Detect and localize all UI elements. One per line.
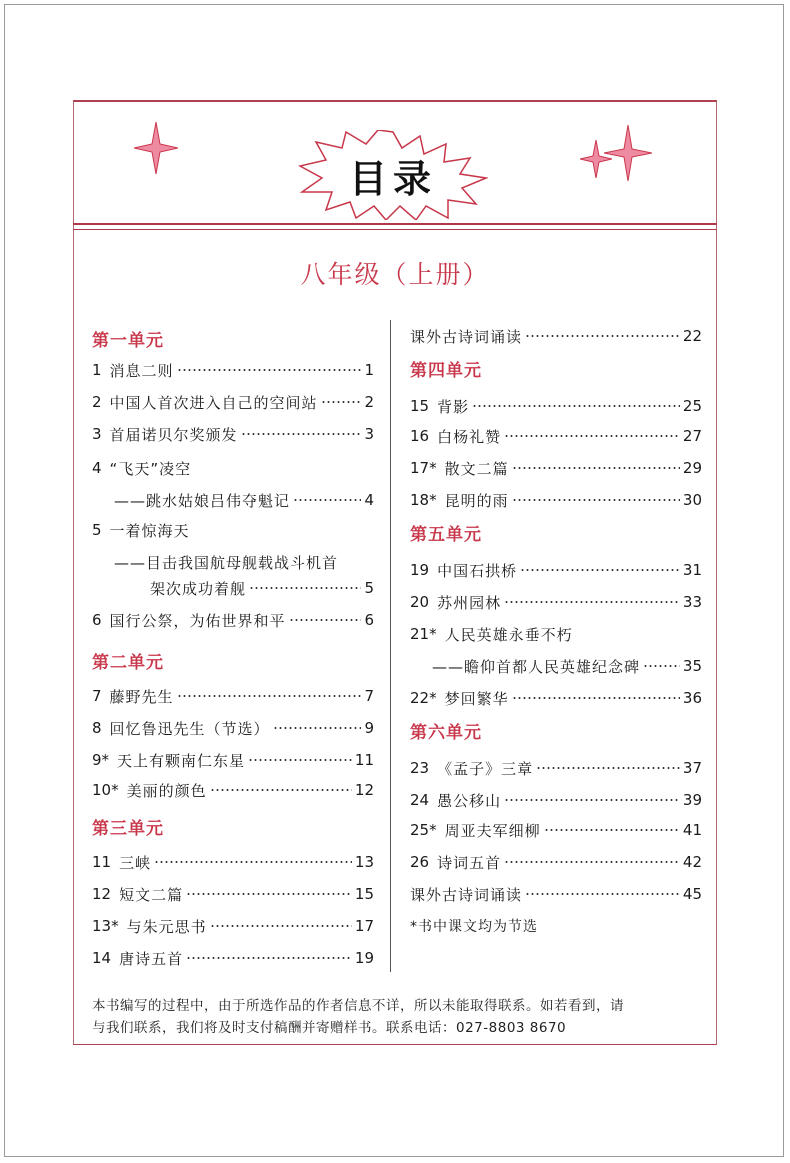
lesson-number: 22* [410, 689, 437, 707]
page-number: 2 [364, 393, 374, 411]
lesson-number: 20 [410, 593, 430, 611]
column-divider [390, 320, 391, 972]
leader-dots [154, 861, 352, 863]
toc-entry [92, 422, 374, 446]
page-number: 17 [354, 917, 374, 935]
header-rule-thin [73, 229, 717, 230]
toc-subtitle [92, 550, 374, 574]
toc-entry [410, 756, 702, 780]
leader-dots [512, 697, 680, 699]
leader-dots [536, 767, 680, 769]
unit-heading [410, 356, 702, 380]
lesson-number: 3 [92, 425, 102, 443]
lesson-title: 人民英雄永垂不朽 [444, 625, 573, 644]
star-icon-right-large [604, 125, 652, 181]
toc-entry [92, 850, 374, 874]
toc-entry [92, 608, 374, 632]
leader-dots [177, 369, 362, 371]
leader-dots [186, 893, 352, 895]
toc-entry [92, 456, 374, 480]
unit-heading [92, 326, 374, 350]
toc-entry [92, 882, 374, 906]
notice-line-1: 本书编写的过程中，由于所选作品的作者信息不详，所以未能取得联系。如若看到，请 [92, 998, 624, 1014]
unit-heading [410, 520, 702, 544]
lesson-title: 与朱元思书 [126, 917, 207, 936]
page-number: 45 [682, 885, 702, 903]
toc-entry [410, 788, 702, 812]
page-number: 4 [364, 491, 374, 509]
lesson-title: 散文二篇 [444, 459, 509, 478]
page-number: 33 [682, 593, 702, 611]
page-number: 9 [364, 719, 374, 737]
page-number: 30 [682, 491, 702, 509]
unit-title: 第五单元 [410, 524, 482, 545]
lesson-title: 中国人首次进入自己的空间站 [109, 393, 318, 412]
lesson-title: 国行公祭，为佑世界和平 [109, 611, 286, 630]
lesson-number: 1 [92, 361, 102, 379]
leader-dots [177, 695, 362, 697]
lesson-title: 短文二篇 [119, 885, 184, 904]
lesson-number: 14 [92, 949, 112, 967]
leader-dots [293, 499, 361, 501]
lesson-number: 16 [410, 427, 430, 445]
page-number: 11 [354, 751, 374, 769]
page-number: 27 [682, 427, 702, 445]
leader-dots [525, 893, 680, 895]
lesson-number: 5 [92, 521, 102, 539]
lesson-title: ——跳水姑娘吕伟夺魁记 [114, 491, 291, 510]
lesson-title: 唐诗五首 [119, 949, 184, 968]
toc-entry [410, 590, 702, 614]
lesson-title: 昆明的雨 [444, 491, 509, 510]
lesson-title: ——瞻仰首都人民英雄纪念碑 [432, 657, 641, 676]
lesson-title: 苏州园林 [437, 593, 502, 612]
unit-title: 第四单元 [410, 360, 482, 381]
page-number: 31 [682, 561, 702, 579]
leader-dots [210, 789, 352, 791]
leader-dots [544, 829, 680, 831]
lesson-title: 愚公移山 [437, 791, 502, 810]
page-number: 41 [682, 821, 702, 839]
leader-dots [289, 619, 362, 621]
leader-dots [504, 861, 680, 863]
lesson-number: 9* [92, 751, 110, 769]
lesson-number: 25* [410, 821, 437, 839]
toc-entry [92, 390, 374, 414]
grade-heading: 八年级（上册） [300, 260, 490, 289]
page-number: 6 [364, 611, 374, 629]
lesson-number: 10* [92, 781, 119, 799]
lesson-number: 2 [92, 393, 102, 411]
page-number: 35 [682, 657, 702, 675]
lesson-title: 藤野先生 [109, 687, 174, 706]
page-number: 7 [364, 687, 374, 705]
toc-note [410, 914, 702, 938]
page-title: 目录 [348, 157, 437, 201]
page-number: 29 [682, 459, 702, 477]
toc-entry [410, 622, 702, 646]
page-number: 5 [364, 579, 374, 597]
lesson-number: 11 [92, 853, 112, 871]
lesson-number: 15 [410, 397, 430, 415]
lesson-title: 诗词五首 [437, 853, 502, 872]
lesson-number: 24 [410, 791, 430, 809]
lesson-title: 架次成功着舰 [150, 579, 247, 598]
page-number: 15 [354, 885, 374, 903]
toc-entry [92, 946, 374, 970]
lesson-title: 周亚夫军细柳 [444, 821, 541, 840]
leader-dots [643, 665, 680, 667]
lesson-title: 天上有颗南仁东星 [117, 751, 246, 770]
page-number: 13 [354, 853, 374, 871]
lesson-title: 三峡 [119, 853, 152, 872]
toc-entry [92, 914, 374, 938]
leader-dots [186, 957, 352, 959]
toc-entry [92, 748, 374, 772]
toc-entry [410, 850, 702, 874]
lesson-number: 18* [410, 491, 437, 509]
page-number: 3 [364, 425, 374, 443]
leader-dots [525, 335, 680, 337]
toc-subtitle [410, 654, 702, 678]
page-number: 42 [682, 853, 702, 871]
lesson-title: “飞天”凌空 [109, 459, 192, 478]
lesson-title: 白杨礼赞 [437, 427, 502, 446]
page-number: 1 [364, 361, 374, 379]
lesson-title: 消息二则 [109, 361, 174, 380]
lesson-number: 12 [92, 885, 112, 903]
notice-line-2: 与我们联系，我们将及时支付稿酬并寄赠样书。联系电话：027-8803 8670 [92, 1020, 567, 1036]
lesson-title: 梦回繁华 [444, 689, 509, 708]
lesson-title: 课外古诗词诵读 [410, 885, 523, 904]
lesson-title: 背影 [437, 397, 470, 416]
lesson-title: 美丽的颜色 [126, 781, 207, 800]
toc-entry [410, 394, 702, 418]
copyright-notice [92, 995, 702, 1039]
lesson-number: 8 [92, 719, 102, 737]
leader-dots [321, 401, 362, 403]
page-number: 19 [354, 949, 374, 967]
lesson-title: ——目击我国航母舰载战斗机首 [114, 553, 339, 572]
toc-entry [410, 686, 702, 710]
note-text: *书中课文均为节选 [410, 919, 538, 935]
page-number: 22 [682, 327, 702, 345]
unit-title: 第二单元 [92, 652, 164, 673]
unit-title: 第一单元 [92, 330, 164, 351]
page-number: 36 [682, 689, 702, 707]
toc-entry [410, 488, 702, 512]
lesson-number: 17* [410, 459, 437, 477]
leader-dots [504, 799, 680, 801]
leader-dots [504, 601, 680, 603]
lesson-number: 7 [92, 687, 102, 705]
toc-entry [92, 518, 374, 542]
lesson-number: 19 [410, 561, 430, 579]
lesson-number: 26 [410, 853, 430, 871]
unit-title: 第三单元 [92, 818, 164, 839]
toc-entry [92, 684, 374, 708]
page-number: 25 [682, 397, 702, 415]
lesson-title: 回忆鲁迅先生（节选） [109, 719, 270, 738]
page-number: 12 [354, 781, 374, 799]
lesson-title: 首届诺贝尔奖颁发 [109, 425, 238, 444]
lesson-title: 《孟子》三章 [437, 759, 534, 778]
lesson-number: 13* [92, 917, 119, 935]
unit-title: 第六单元 [410, 722, 482, 743]
leader-dots [520, 569, 680, 571]
star-icon-left [134, 122, 178, 174]
toc-entry [92, 716, 374, 740]
toc-entry [410, 324, 702, 348]
page-number: 37 [682, 759, 702, 777]
page-number: 39 [682, 791, 702, 809]
leader-dots [512, 467, 680, 469]
lesson-number: 21* [410, 625, 437, 643]
leader-dots [249, 587, 361, 589]
lesson-number: 4 [92, 459, 102, 477]
leader-dots [241, 433, 362, 435]
toc-entry [410, 456, 702, 480]
lesson-number: 23 [410, 759, 430, 777]
toc-entry [410, 424, 702, 448]
toc-entry [410, 882, 702, 906]
toc-subtitle [92, 576, 374, 600]
lesson-title: 中国石拱桥 [437, 561, 518, 580]
toc-entry [92, 778, 374, 802]
unit-heading [92, 814, 374, 838]
unit-heading [92, 648, 374, 672]
lesson-title: 课外古诗词诵读 [410, 327, 523, 346]
toc-entry [410, 818, 702, 842]
lesson-title: 一着惊海天 [109, 521, 190, 540]
leader-dots [512, 499, 680, 501]
toc-subtitle [92, 488, 374, 512]
leader-dots [472, 405, 680, 407]
header-rule [73, 223, 717, 225]
leader-dots [504, 435, 680, 437]
leader-dots [248, 759, 352, 761]
unit-heading [410, 718, 702, 742]
toc-entry [410, 558, 702, 582]
leader-dots [273, 727, 362, 729]
lesson-number: 6 [92, 611, 102, 629]
leader-dots [210, 925, 352, 927]
toc-entry [92, 358, 374, 382]
